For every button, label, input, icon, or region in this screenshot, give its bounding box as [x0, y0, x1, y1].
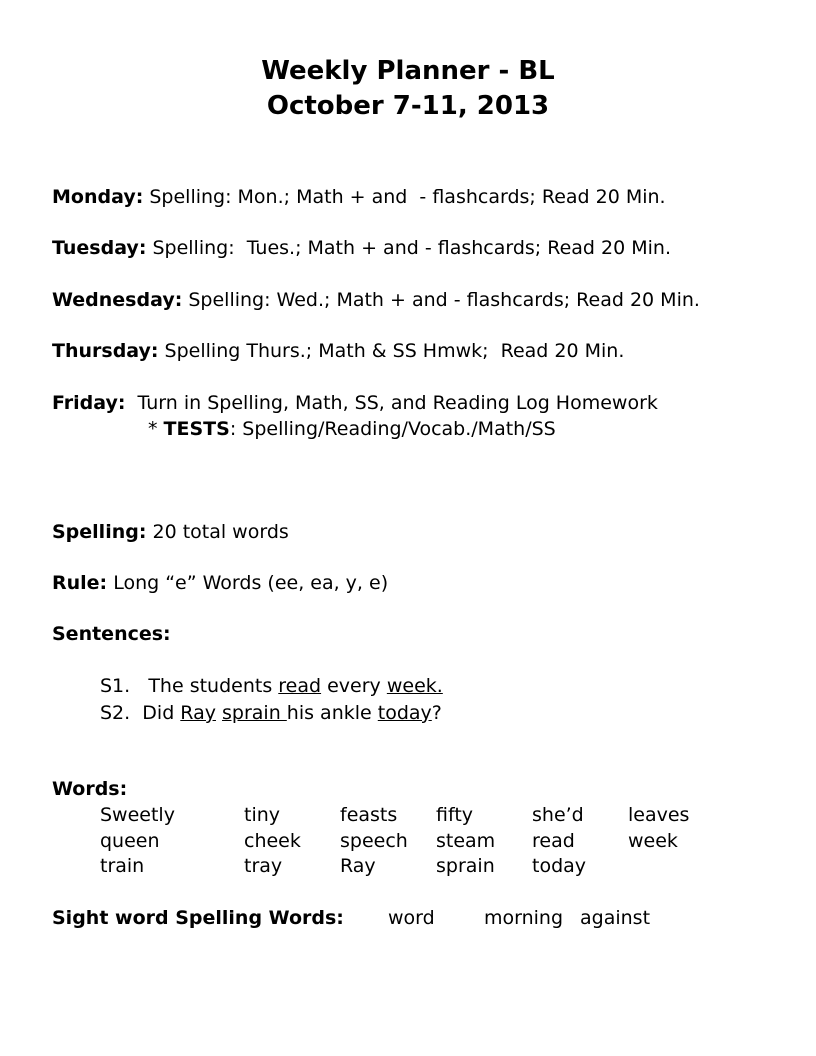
underlined-word: week. — [386, 675, 443, 697]
word-cell: tiny — [244, 804, 281, 826]
word-cell: cheek — [244, 830, 301, 852]
day-label-monday: Monday: — [52, 186, 144, 208]
word-cell: Sweetly — [100, 804, 175, 826]
underlined-word: read — [278, 675, 322, 697]
sight-words-label: Sight word Spelling Words: — [52, 907, 344, 929]
schedule-tuesday — [52, 236, 671, 260]
words-heading: Words: — [52, 778, 128, 800]
underlined-word: Ray — [180, 702, 216, 724]
sentences-heading: Sentences: — [52, 623, 171, 645]
underlined-word: sprain — [222, 702, 287, 724]
sight-word: against — [580, 907, 651, 929]
friday-tests-line — [148, 417, 556, 441]
tests-text: : Spelling/Reading/Vocab./Math/SS — [229, 418, 556, 440]
sight-word: word — [388, 907, 435, 929]
word-cell: Ray — [340, 855, 376, 877]
underlined-word: today — [377, 702, 432, 724]
page-title: Weekly Planner - BL — [261, 56, 555, 86]
day-text-monday: Spelling: Mon.; Math + and - flashcards; Read 20 Min. — [143, 186, 666, 208]
rule-label: Rule: — [52, 572, 108, 594]
spelling-text: 20 total words — [146, 521, 289, 543]
sentence-number: S1. — [100, 675, 131, 697]
word-cell: today — [532, 855, 587, 877]
word-cell: week — [628, 830, 678, 852]
sentence-2 — [100, 701, 442, 725]
sentence-text: ? — [431, 702, 442, 724]
day-text-thursday: Spelling Thurs.; Math & SS Hmwk; Read 20 Min. — [158, 340, 625, 362]
spelling-label: Spelling: — [52, 521, 147, 543]
sentence-text: every — [321, 675, 387, 697]
word-cell: feasts — [340, 804, 398, 826]
word-cell: she’d — [532, 804, 584, 826]
word-cell: leaves — [628, 804, 690, 826]
schedule-thursday — [52, 339, 624, 363]
sentence-text: Did — [130, 702, 181, 724]
page-subtitle-dates: October 7-11, 2013 — [266, 91, 550, 121]
sentence-text: The students — [130, 675, 279, 697]
word-cell: tray — [244, 855, 283, 877]
word-cell: sprain — [436, 855, 495, 877]
sentence-text: his ankle — [286, 702, 378, 724]
day-text-tuesday: Spelling: Tues.; Math + and - flashcards; Read 20 Min. — [146, 237, 671, 259]
tests-bullet: * — [148, 418, 164, 440]
word-cell: steam — [436, 830, 496, 852]
word-cell: queen — [100, 830, 160, 852]
rule-text: Long “e” Words (ee, ea, y, e) — [107, 572, 389, 594]
tests-label: TESTS — [163, 418, 230, 440]
word-cell: speech — [340, 830, 408, 852]
sentence-1 — [100, 674, 443, 698]
day-label-wednesday: Wednesday: — [52, 289, 183, 311]
word-cell: read — [532, 830, 575, 852]
day-label-thursday: Thursday: — [52, 340, 159, 362]
schedule-wednesday — [52, 288, 700, 312]
word-cell: fifty — [436, 804, 474, 826]
sight-word: morning — [484, 907, 564, 929]
schedule-monday — [52, 185, 666, 209]
spelling-rule — [52, 571, 388, 595]
word-cell: train — [100, 855, 145, 877]
day-label-friday: Friday: — [52, 392, 126, 414]
schedule-friday — [52, 391, 658, 415]
day-label-tuesday: Tuesday: — [52, 237, 147, 259]
day-text-friday: Turn in Spelling, Math, SS, and Reading Log Homework — [125, 392, 658, 414]
sentence-number: S2. — [100, 702, 131, 724]
spelling-summary — [52, 520, 289, 544]
day-text-wednesday: Spelling: Wed.; Math + and - flashcards; Read 20 Min. — [182, 289, 700, 311]
